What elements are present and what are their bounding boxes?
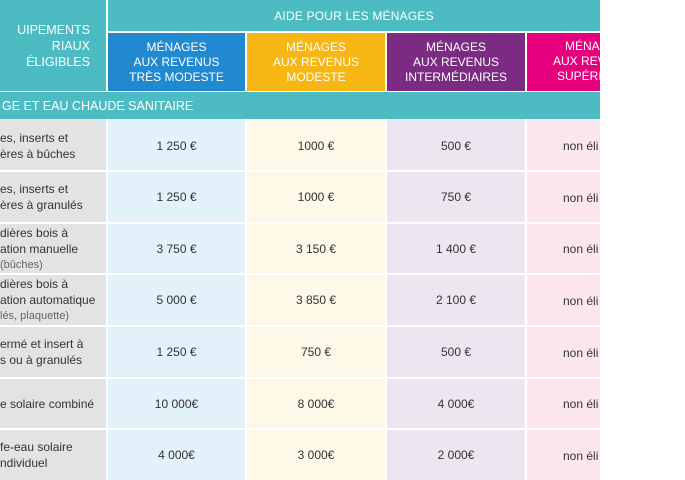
table-cell: non éli — [563, 139, 599, 153]
row-label-line: fe-eau solaire — [0, 440, 73, 454]
category-line: TRÈS MODESTE — [129, 69, 224, 84]
equipment-header — [0, 0, 106, 91]
category-line: MÉNAGES — [285, 39, 346, 54]
row-label-line: dières bois à — [0, 277, 69, 291]
category-intermediate — [387, 33, 525, 91]
table-row-label — [0, 121, 106, 170]
category-line: SUPÉRI — [557, 69, 602, 83]
table-cell: non éli — [563, 294, 599, 308]
table-cell: 1 250 € — [156, 138, 197, 153]
table-cell: non éli — [563, 242, 599, 256]
category-line: AUX REVENUS — [133, 54, 220, 69]
table-cell: non éli — [563, 449, 599, 463]
row-label-line: es, inserts et — [0, 130, 69, 145]
table-cell: 1000 € — [297, 190, 335, 204]
row-label-line: ermé et insert à — [0, 337, 84, 351]
table-cell: 2 100 € — [435, 293, 477, 307]
category-line: AUX REVENUS — [272, 54, 360, 69]
table-cell: 3 750 € — [156, 241, 197, 256]
equipment-header-line: UIPEMENTS — [17, 22, 90, 37]
table-cell: 500 € — [440, 138, 472, 153]
table-cell: non éli — [563, 346, 599, 360]
table-cell: 4 000€ — [437, 396, 475, 411]
row-label-sub: lés, plaquette) — [0, 310, 70, 322]
table-cell: non éli — [563, 191, 599, 205]
category-line: INTERMÉDIAIRES — [404, 69, 507, 84]
table-row-label — [0, 327, 106, 377]
table-cell: 10 000€ — [154, 396, 199, 411]
table-cell: 1 400 € — [435, 241, 477, 256]
table-cell: 3 150 € — [295, 241, 337, 256]
table-cell: 1000 € — [297, 138, 335, 153]
row-label-line: ndividuel — [0, 456, 48, 470]
row-label-line: ères à bûches — [0, 146, 76, 161]
category-very-modest — [108, 33, 245, 91]
table-cell: 3 850 € — [295, 293, 337, 307]
table-cell: 1 250 € — [156, 190, 197, 204]
table-row-label — [0, 224, 106, 273]
category-line: MÉNAGES — [146, 39, 207, 54]
table-cell: 5 000 € — [156, 293, 197, 307]
table-row-label — [0, 430, 106, 480]
table-cell: 750 € — [300, 345, 332, 359]
category-modest — [247, 33, 385, 91]
table-cell: non éli — [563, 397, 599, 411]
category-line: AUX REVE — [553, 54, 614, 68]
table-cell: 4 000€ — [158, 448, 195, 462]
table-cell: 2 000€ — [437, 448, 475, 462]
row-label-line: es, inserts et — [0, 182, 69, 196]
aid-header: AIDE POUR LES MÉNAGES — [108, 0, 600, 31]
table-cell: 1 250 € — [156, 345, 197, 359]
table-row-label — [0, 379, 106, 428]
section-title: GE ET EAU CHAUDE SANITAIRE — [0, 92, 600, 119]
table-row-label — [0, 172, 106, 222]
row-label-sub: (bûches) — [0, 258, 43, 271]
row-label-line: dières bois à — [0, 225, 69, 240]
category-line: MODESTE — [286, 69, 346, 84]
row-label-line: ation automatique — [0, 293, 96, 307]
table-cell: 3 000€ — [297, 448, 335, 462]
category-line: MÉNA — [565, 39, 600, 53]
category-superior — [527, 33, 614, 91]
row-label-line: s ou à granulés — [0, 353, 83, 367]
table-cell: 750 € — [440, 190, 472, 204]
category-line: AUX REVENUS — [412, 54, 499, 69]
table-row-label — [0, 275, 106, 325]
category-line: MÉNAGES — [425, 39, 486, 54]
table-cell: 500 € — [440, 345, 472, 359]
equipment-header-line: RIAUX ÉLIGIBLES — [26, 38, 90, 69]
row-label-line: e solaire combiné — [0, 396, 95, 411]
row-label-line: ères à granulés — [0, 198, 83, 212]
row-label-line: ation manuelle — [0, 241, 79, 256]
table-cell: 8 000€ — [297, 396, 335, 411]
